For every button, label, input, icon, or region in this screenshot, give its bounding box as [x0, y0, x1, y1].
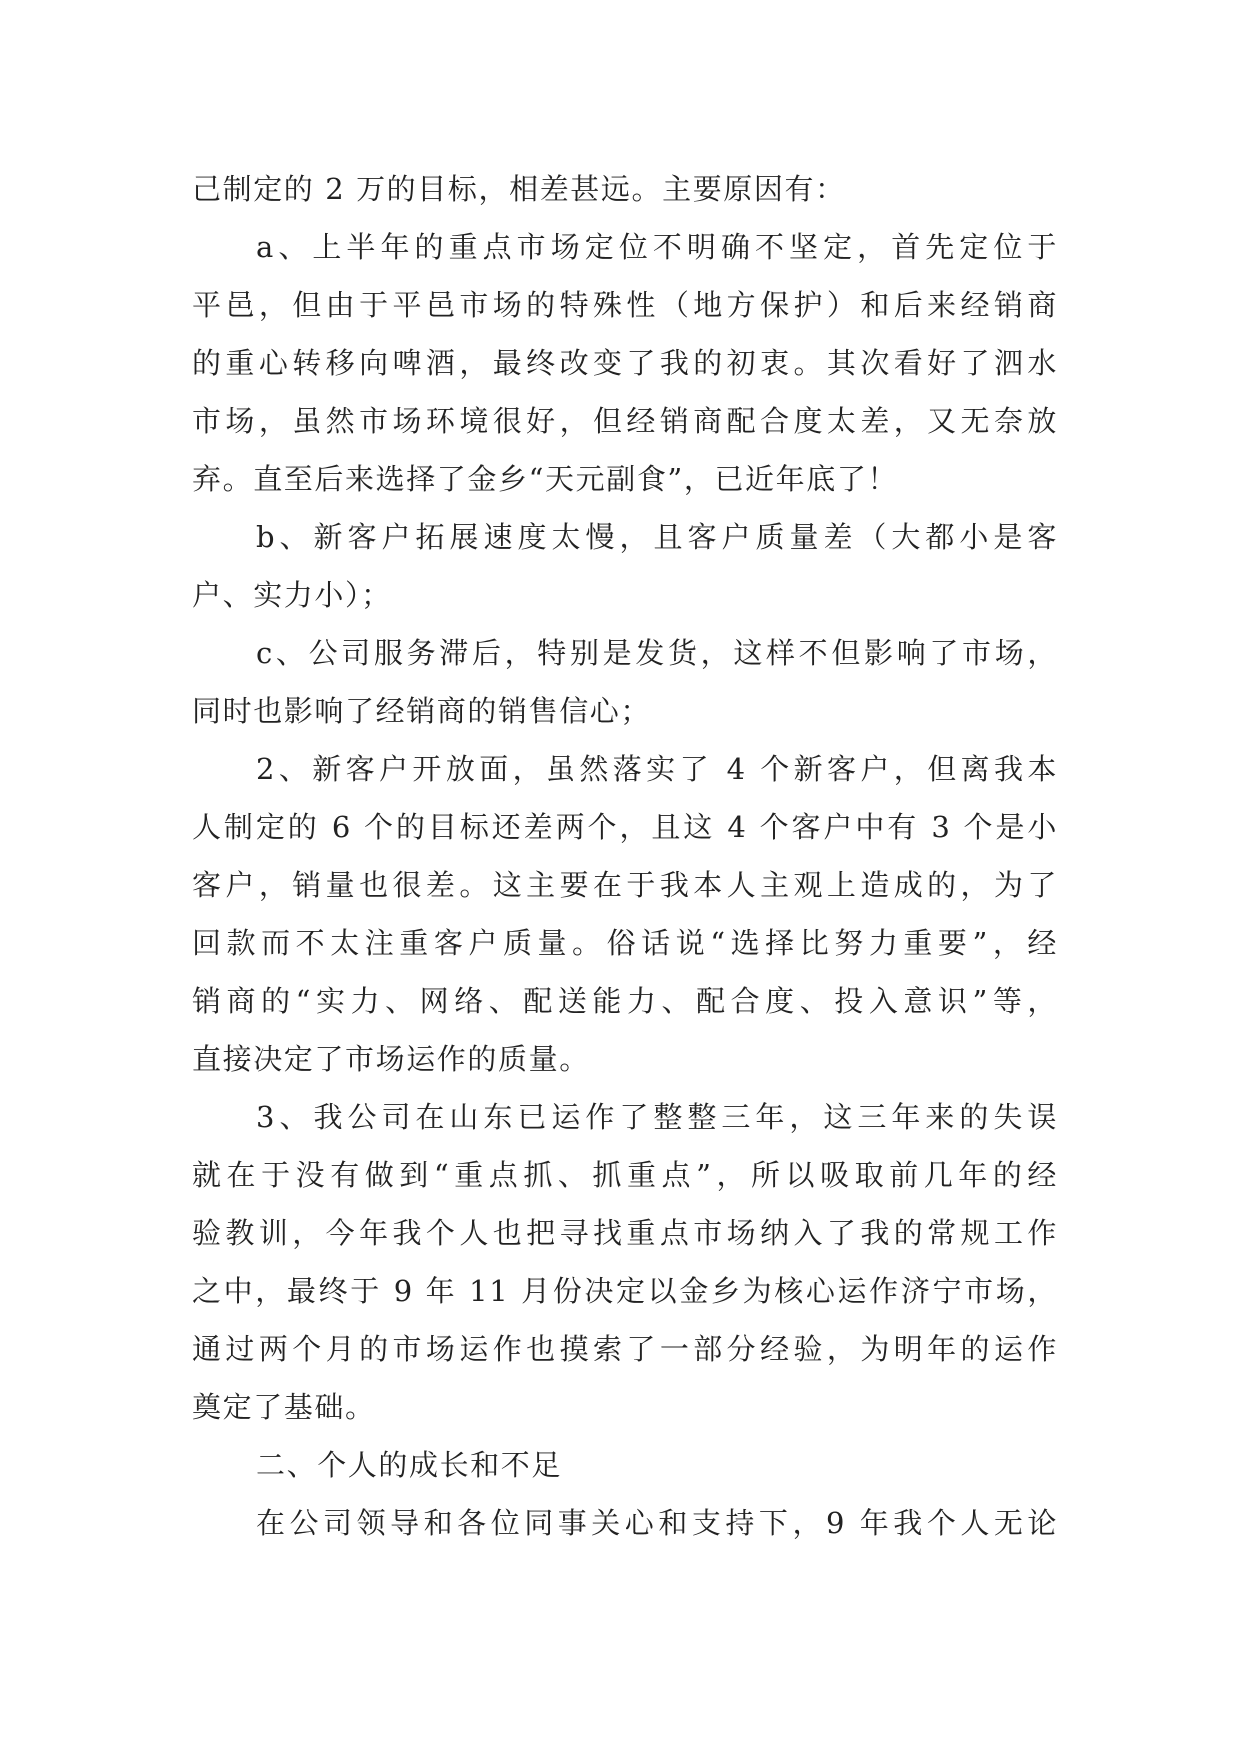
- body-text: [192, 160, 1058, 1552]
- text-line: 市场，虽然市场环境很好，但经销商配合度太差，又无奈放: [192, 404, 1058, 438]
- text-line: 通过两个月的市场运作也摸索了一部分经验，为明年的运作: [192, 1332, 1058, 1366]
- text-line: 3、我公司在山东已运作了整整三年，这三年来的失误: [256, 1100, 1058, 1134]
- text-line: a、上半年的重点市场定位不明确不坚定，首先定位于: [256, 230, 1058, 264]
- section-heading: 二、个人的成长和不足: [256, 1448, 563, 1482]
- text-line: 销商的“实力、网络、配送能力、配合度、投入意识”等，: [192, 984, 1058, 1018]
- text-line: 回款而不太注重客户质量。俗话说“选择比努力重要”，经: [192, 926, 1058, 960]
- text-line: 己制定的 2 万的目标，相差甚远。主要原因有：: [192, 172, 846, 206]
- text-line: 户、实力小）；: [192, 578, 392, 612]
- text-line: 就在于没有做到“重点抓、抓重点”，所以吸取前几年的经: [192, 1158, 1058, 1192]
- text-line: c、公司服务滞后，特别是发货，这样不但影响了市场，: [256, 636, 1058, 670]
- text-line: 直接决定了市场运作的质量。: [192, 1042, 590, 1076]
- text-line: 客户，销量也很差。这主要在于我本人主观上造成的，为了: [192, 868, 1058, 902]
- text-line: 的重心转移向啤酒，最终改变了我的初衷。其次看好了泗水: [192, 346, 1058, 380]
- text-line: 之中，最终于 9 年 11 月份决定以金乡为核心运作济宁市场，: [192, 1274, 1058, 1308]
- text-line: 奠定了基础。: [192, 1390, 376, 1424]
- text-line: 同时也影响了经销商的销售信心；: [192, 694, 652, 728]
- text-line: 平邑，但由于平邑市场的特殊性（地方保护）和后来经销商: [192, 288, 1058, 322]
- text-line: 验教训，今年我个人也把寻找重点市场纳入了我的常规工作: [192, 1216, 1058, 1250]
- text-line: 人制定的 6 个的目标还差两个，且这 4 个客户中有 3 个是小: [192, 810, 1058, 844]
- text-line: b、新客户拓展速度太慢，且客户质量差（大都小是客: [256, 520, 1058, 554]
- text-line: 2、新客户开放面，虽然落实了 4 个新客户，但离我本: [256, 752, 1058, 786]
- text-line: 在公司领导和各位同事关心和支持下，9 年我个人无论: [256, 1506, 1058, 1540]
- text-line: 弃。直至后来选择了金乡“天元副食”，已近年底了！: [192, 462, 899, 496]
